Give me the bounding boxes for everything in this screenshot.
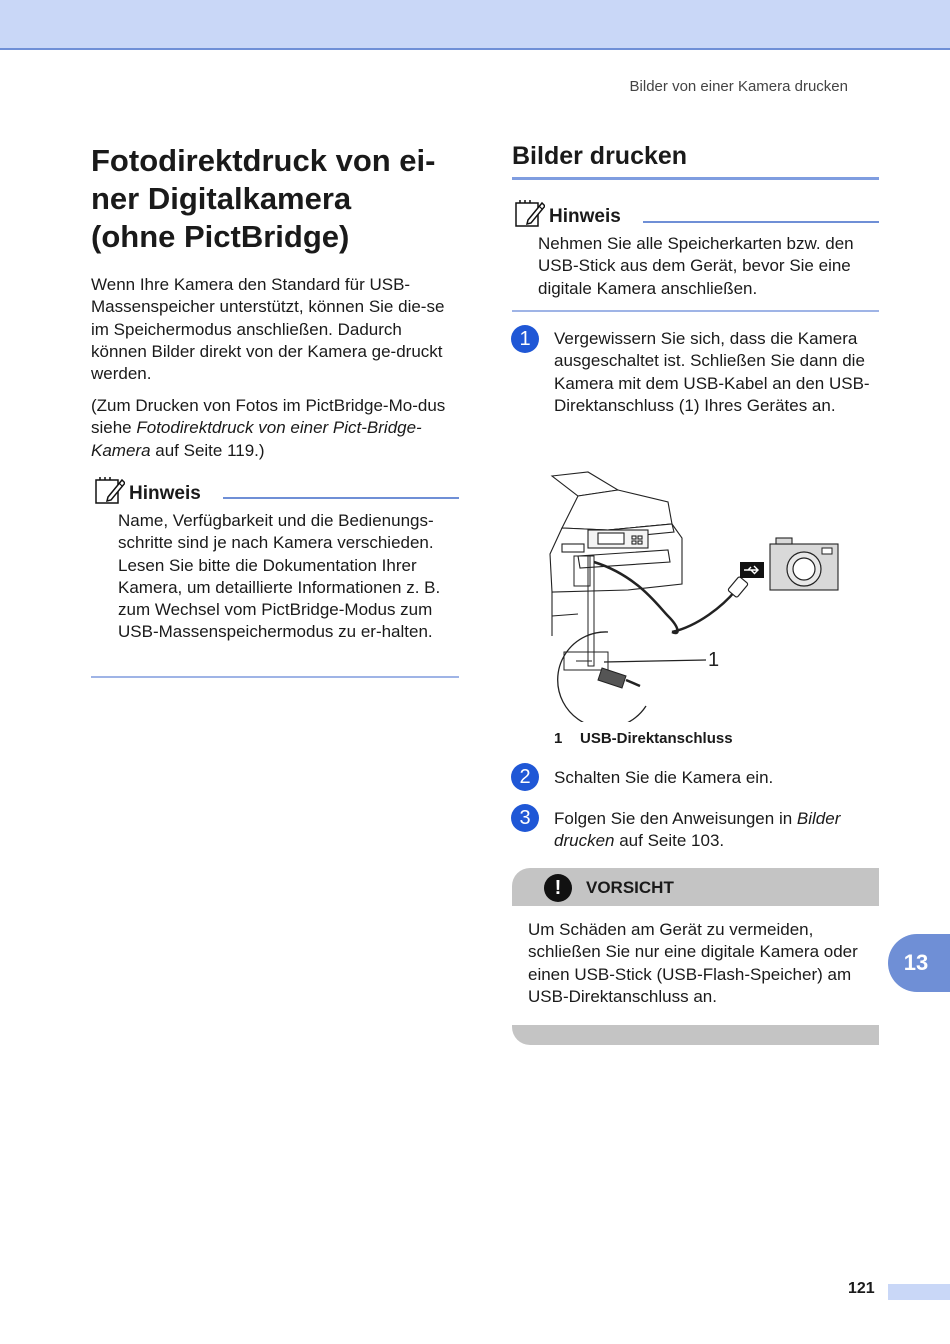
reference-link[interactable]: Fotodirektdruck von einer Pict-Bridge-Kamera [91,418,422,460]
caption-label: USB-Direktanschluss [580,730,733,747]
note-text-left: Name, Verfügbarkeit und die Bedienungs-schritte sind je nach Kamera verschieden. Lesen Sie bitte die Dokumentation Ihrer Kamera, um detaillierte Informationen z. B. zum Wechsel vom PictBridge-Modus zum USB-Massenspeichermodus zu er-halten. [118,511,441,642]
note-text-right: Nehmen Sie alle Speicherkarten bzw. den USB-Stick aus dem Gerät, bevor Sie eine digitale Kamera anschließen. [538,234,854,298]
step-3-prefix: Folgen Sie den Anweisungen in [554,809,797,828]
title-line-1: Fotodirektdruck von ei- [91,143,436,178]
section-heading: Bilder drucken [512,142,688,170]
step-3-text [554,808,880,853]
note-pencil-icon [95,477,125,505]
figure-caption [554,730,733,747]
header-band [0,0,950,50]
intro-paragraph: Wenn Ihre Kamera den Standard für USB-Massenspeicher unterstützt, können Sie die-se im Speichermodus anschließen. Dadurch können Bilder direkt von der Kamera ge-druckt werden. [91,275,445,384]
note-pencil-icon [515,200,545,228]
reference-paragraph [91,395,459,462]
section-heading-rule [512,177,879,180]
step-3-number: 3 [511,804,539,832]
page-title [91,142,471,256]
note-title-left: Hinweis [129,483,201,504]
step-3-suffix: auf Seite 103. [614,831,725,851]
callout-number: 1 [708,649,720,671]
page-number: 121 [848,1280,875,1297]
note-title-rule-right [643,221,879,223]
footer-band [888,1284,950,1300]
step-1-number: 1 [511,325,539,353]
note-header-left [95,477,201,505]
usb-connection-illustration [548,466,844,722]
running-head: Bilder von einer Kamera drucken [629,78,848,95]
note-title-right: Hinweis [549,206,621,227]
title-line-2: ner Digitalkamera [91,181,352,216]
step-1-text: Vergewissern Sie sich, dass die Kamera ausgeschaltet ist. Schließen Sie dann die Kamera mit dem USB-Kabel an den USB-Direktanschluss (1) Ihres Gerätes an. [554,329,870,415]
note-title-rule-left [223,497,459,499]
caution-text: Um Schäden am Gerät zu vermeiden, schließen Sie nur eine digitale Kamera oder einen USB-Stick (USB-Flash-Speicher) am USB-Direktanschluss an. [528,920,858,1006]
title-line-3: (ohne PictBridge) [91,219,350,254]
step-2-text: Schalten Sie die Kamera ein. [554,768,774,787]
caption-number: 1 [554,730,563,747]
step-3-link[interactable]: Bilder drucken [554,809,841,851]
reference-prefix: (Zum Drucken von Fotos im PictBridge-Mo-dus siehe [91,396,446,438]
step-2-number: 2 [511,763,539,791]
caution-title: VORSICHT [586,878,674,897]
note-bottom-rule-left [91,676,459,678]
note-bottom-rule-right [512,310,879,312]
caution-footer-bar [512,1025,879,1045]
chapter-tab: 13 [888,934,950,992]
note-header-right [515,200,621,228]
reference-suffix: auf Seite 119.) [150,440,265,460]
warning-icon: ! [544,874,572,902]
